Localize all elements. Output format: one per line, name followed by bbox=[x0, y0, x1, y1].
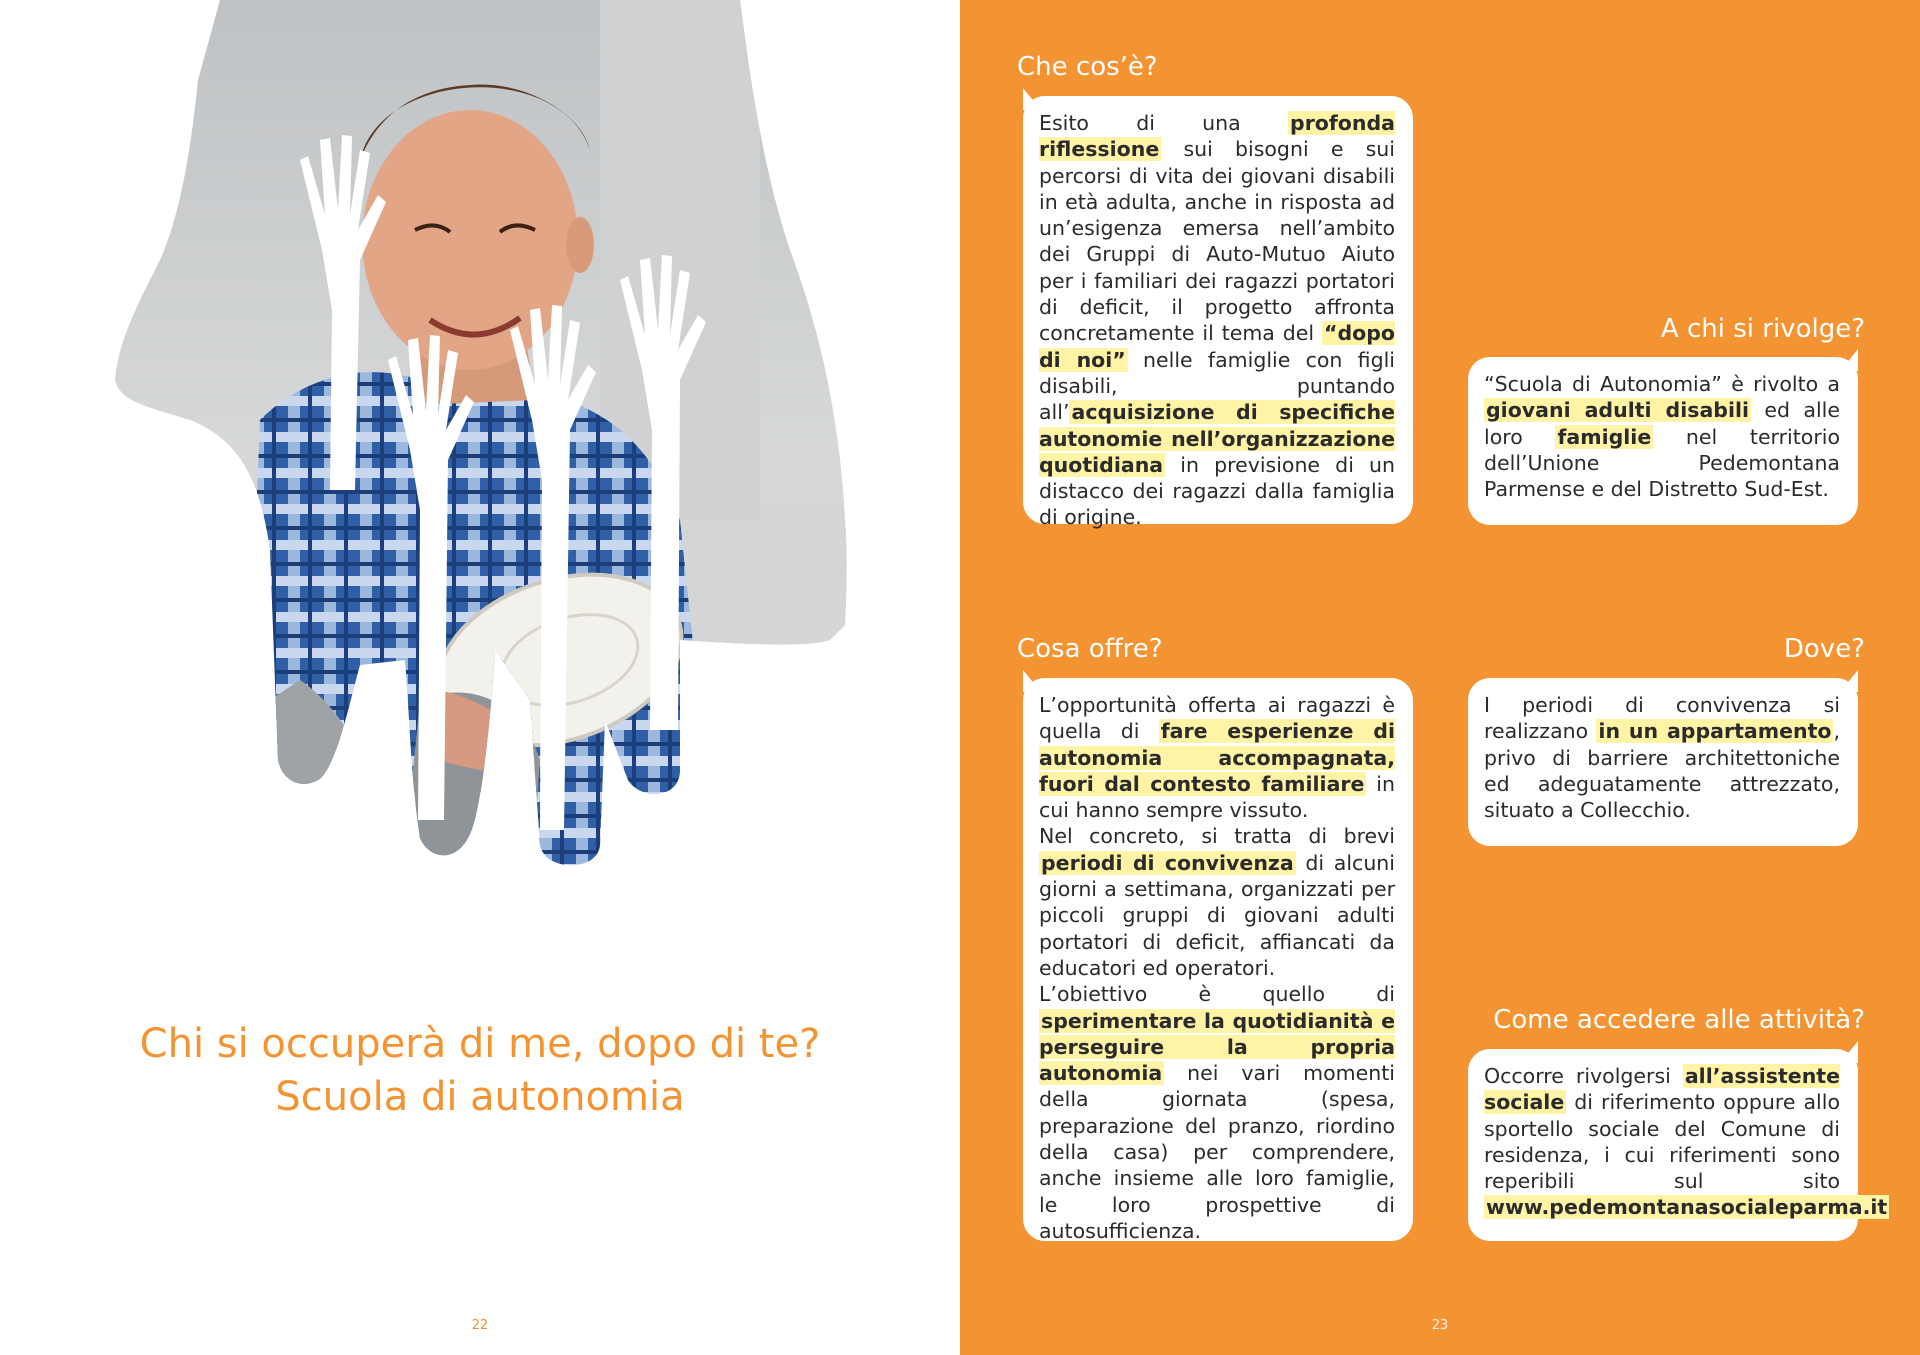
bubble-text-cosa-offre bbox=[1039, 692, 1395, 1244]
highlighted-text: www.pedemontanasocialeparma.it bbox=[1486, 1195, 1888, 1220]
highlighted-text: famiglie bbox=[1557, 424, 1652, 449]
paragraph-text: ed alle loro bbox=[1484, 398, 1840, 449]
paragraph-text: nei vari momenti della giornata (spesa, preparazione del pranzo, riordino della casa) per comprendere, anche insieme alle loro famiglie, le loro prospettive di autosufficienza. bbox=[1039, 1061, 1395, 1243]
paragraph-text: di alcuni giorni a settimana, organizzati per piccoli gruppi di giovani adulti portatori di deficit, affiancati da educatori ed operatori. bbox=[1039, 850, 1395, 980]
title-line-2: Scuola di autonomia bbox=[275, 1074, 685, 1120]
paragraph-text: Nel concreto, si tratta di brevi bbox=[1039, 824, 1395, 849]
highlighted-text: periodi di convivenza bbox=[1041, 850, 1294, 875]
bubble-text-che-cose bbox=[1039, 110, 1395, 531]
bubble-text-come-accedere bbox=[1484, 1063, 1888, 1221]
paragraph-text: nelle famiglie con figli disabili, puntando all’ bbox=[1039, 347, 1395, 425]
paragraph-text: I periodi di convivenza si realizzano bbox=[1484, 693, 1840, 744]
bubble-tail-icon bbox=[1023, 670, 1041, 692]
highlighted-text: sperimentare la quotidianità e perseguire la propria autonomia bbox=[1039, 1008, 1395, 1086]
paragraph-text: di riferimento oppure allo sportello sociale del Comune di residenza, i cui riferimenti sono reperibili sul sito bbox=[1484, 1090, 1840, 1194]
right-page bbox=[960, 0, 1920, 1355]
bubble-tail-icon bbox=[1840, 349, 1858, 371]
bubble-tail-icon bbox=[1840, 1041, 1858, 1063]
paragraph-text: nel territorio dell’Unione Pedemontana Parmense e del Distretto Sud-Est. bbox=[1484, 424, 1840, 502]
highlighted-text: in un appartamento bbox=[1598, 719, 1832, 744]
bubble-text-a-chi bbox=[1484, 371, 1840, 502]
page-number-right: 23 bbox=[1431, 1318, 1449, 1333]
highlighted-text: all’assistente sociale bbox=[1484, 1064, 1840, 1115]
paragraph-text: L’obiettivo è quello di bbox=[1039, 982, 1395, 1007]
paragraph-text: in cui hanno sempre vissuto. bbox=[1039, 771, 1395, 823]
heading-cosa-offre: Cosa offre? bbox=[1017, 634, 1163, 664]
speech-bubble-che-cose bbox=[1023, 96, 1413, 530]
highlighted-text: fare esperienze di autonomia accompagnata, fuori dal contesto familiare bbox=[1039, 719, 1395, 796]
speech-bubble-a-chi bbox=[1468, 357, 1858, 525]
highlighted-text: profonda riflessione bbox=[1039, 111, 1395, 162]
heading-come-accedere: Come accedere alle attività? bbox=[1493, 1005, 1865, 1035]
paragraph-text: L’opportunità offerta ai ragazzi è quella di bbox=[1039, 693, 1395, 744]
bubble-tail-icon bbox=[1023, 88, 1041, 110]
paragraph-text: Esito di una bbox=[1039, 111, 1289, 135]
paragraph-text: “Scuola di Autonomia” è rivolto a bbox=[1484, 372, 1840, 396]
bubble-tail-icon bbox=[1840, 670, 1858, 692]
highlighted-text: giovani adulti disabili bbox=[1486, 398, 1750, 423]
paragraph-text: in previsione di un distacco dei ragazzi dalla famiglia di origine. bbox=[1039, 452, 1395, 530]
paragraph-text: , privo di barriere architettoniche ed adeguatamente attrezzato, situato a Collecchio. bbox=[1484, 719, 1840, 823]
paragraph-text: sui bisogni e sui percorsi di vita dei giovani disabili in età adulta, anche in risposta ad un’esigenza emersa nell’ambito dei Gruppi di Auto-Mutuo Aiuto per i familiari dei ragazzi portatori di deficit, il progetto affronta concretamente il tema del bbox=[1039, 137, 1395, 346]
hand-photo-illustration bbox=[0, 0, 960, 900]
speech-bubble-come-accedere bbox=[1468, 1049, 1888, 1241]
bubble-text-dove bbox=[1484, 692, 1840, 823]
page-number-left: 22 bbox=[471, 1318, 489, 1333]
speech-bubble-dove bbox=[1468, 678, 1858, 846]
speech-bubble-cosa-offre bbox=[1023, 678, 1413, 1241]
highlighted-text: “dopo di noi” bbox=[1039, 321, 1395, 372]
title-line-1: Chi si occuperà di me, dopo di te? bbox=[139, 1021, 821, 1067]
heading-a-chi: A chi si rivolge? bbox=[1660, 314, 1865, 344]
paragraph-text: Occorre rivolgersi bbox=[1484, 1064, 1683, 1088]
page-title bbox=[60, 1018, 900, 1124]
heading-dove: Dove? bbox=[1783, 634, 1865, 664]
heading-che-cose: Che cos’è? bbox=[1017, 52, 1158, 82]
highlighted-text: acquisizione di specifiche autonomie nell’organizzazione quotidiana bbox=[1039, 400, 1395, 477]
